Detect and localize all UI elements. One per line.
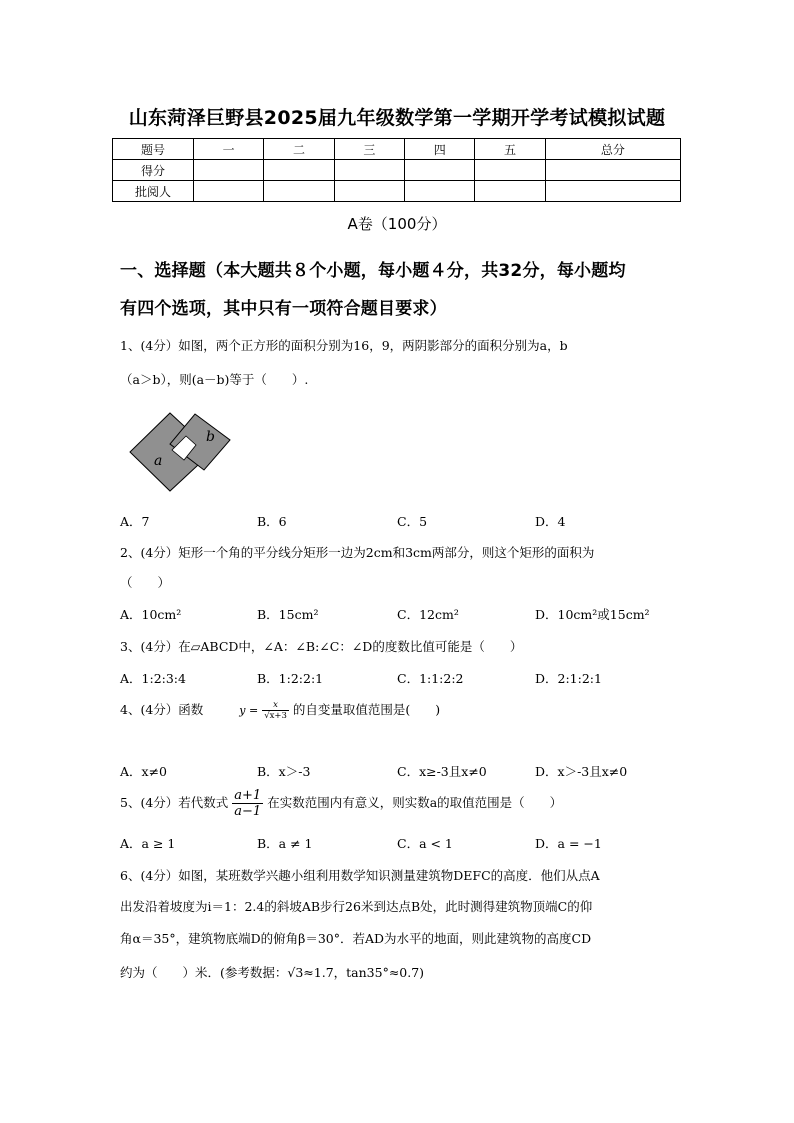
part1-heading-line2: 有四个选项，其中只有一项符合题目要求） — [120, 299, 447, 319]
q1-text-line2: （a＞b），则(a－b)等于（ ）. — [120, 372, 309, 387]
q4-option-c[interactable]: C．x≥-3且x≠0 — [397, 764, 487, 779]
grader-input-cell[interactable] — [405, 181, 475, 202]
q4-fraction-numerator: x — [262, 700, 289, 711]
score-input-cell[interactable] — [264, 160, 334, 181]
q3-option-d[interactable]: D．2:1:2:1 — [535, 671, 602, 686]
q5-option-d[interactable]: D．a = −1 — [535, 836, 602, 851]
grader-input-cell[interactable] — [475, 181, 545, 202]
q1-option-d[interactable]: D．4 — [535, 514, 566, 529]
q5-option-a[interactable]: A．a ≥ 1 — [120, 836, 176, 851]
q4-function-fraction — [262, 700, 289, 721]
grader-input-cell[interactable] — [194, 181, 264, 202]
q4-fraction-denominator: √x+3 — [264, 711, 287, 721]
grader-input-cell[interactable] — [545, 181, 680, 202]
q4-function-y: y = — [239, 704, 259, 717]
q5-text-line1 — [120, 788, 562, 819]
page-title: 山东菏泽巨野县2025届九年级数学第一学期开学考试模拟试题 — [128, 107, 666, 129]
table-cell: 二 — [264, 139, 334, 160]
section-a-title: A卷（100分） — [347, 215, 447, 233]
score-input-cell[interactable] — [475, 160, 545, 181]
q3-option-c[interactable]: C．1:1:2:2 — [397, 671, 464, 686]
q5-fraction-numerator: a+1 — [234, 788, 262, 803]
q5-prefix: 5、(4分）若代数式 — [120, 795, 229, 810]
q6-text-line2: 出发沿着坡度为i＝1：2.4的斜坡AB步行26米到达点B处，此时测得建筑物顶端C的仰 — [120, 899, 593, 914]
part1-heading-line1: 一、选择题（本大题共８个小题，每小题４分，共32分，每小题均 — [120, 261, 626, 281]
score-input-cell[interactable] — [334, 160, 404, 181]
q1-squares-figure — [126, 410, 234, 494]
grader-input-cell[interactable] — [264, 181, 334, 202]
table-cell: 五 — [475, 139, 545, 160]
q4-text-line1 — [120, 700, 440, 721]
q2-text-line1: 2、(4分）矩形一个角的平分线分矩形一边为2cm和3cm两部分，则这个矩形的面积为 — [120, 545, 595, 560]
q1-text-line1: 1、(4分）如图，两个正方形的面积分别为16，9，两阴影部分的面积分别为a，b — [120, 338, 568, 353]
score-input-cell[interactable] — [545, 160, 680, 181]
q4-option-d[interactable]: D．x＞-3且x≠0 — [535, 764, 628, 779]
q3-option-a[interactable]: A．1:2:3:4 — [120, 671, 186, 686]
score-input-cell[interactable] — [194, 160, 264, 181]
q1-option-a[interactable]: A．7 — [120, 514, 150, 529]
q1-option-b[interactable]: B．6 — [257, 514, 287, 529]
score-input-cell[interactable] — [405, 160, 475, 181]
q3-option-b[interactable]: B．1:2:2:1 — [257, 671, 324, 686]
q5-suffix: 在实数范围内有意义，则实数a的取值范围是（ ） — [267, 795, 563, 810]
q6-text-line1: 6、(4分）如图，某班数学兴趣小组利用数学知识测量建筑物DEFC的高度．他们从点A — [120, 868, 600, 883]
q4-option-b[interactable]: B．x＞-3 — [257, 764, 311, 779]
q2-option-b[interactable]: B．15cm² — [257, 607, 319, 622]
q2-option-c[interactable]: C．12cm² — [397, 607, 459, 622]
q6-text-line3: 角α＝35°，建筑物底端D的俯角β＝30°．若AD为水平的地面，则此建筑物的高度CD — [120, 931, 592, 946]
table-cell: 题号 — [113, 139, 194, 160]
q4-prefix: 4、(4分）函数 — [120, 702, 204, 717]
score-table — [112, 138, 681, 202]
q5-expression-fraction — [232, 788, 263, 819]
score-table-grader-row — [113, 181, 681, 202]
score-table-header-row — [113, 139, 681, 160]
score-table-score-row — [113, 160, 681, 181]
q5-option-c[interactable]: C．a < 1 — [397, 836, 453, 851]
q2-option-a[interactable]: A．10cm² — [120, 607, 182, 622]
table-cell: 得分 — [113, 160, 194, 181]
q1-option-c[interactable]: C．5 — [397, 514, 428, 529]
table-cell: 四 — [405, 139, 475, 160]
table-cell: 总分 — [545, 139, 680, 160]
table-cell: 三 — [334, 139, 404, 160]
table-cell: 一 — [194, 139, 264, 160]
q2-option-d[interactable]: D．10cm²或15cm² — [535, 607, 650, 622]
q5-option-b[interactable]: B．a ≠ 1 — [257, 836, 313, 851]
table-cell: 批阅人 — [113, 181, 194, 202]
shaded-region-a-label: a — [154, 453, 163, 469]
shaded-region-b-label: b — [206, 429, 215, 445]
q2-text-line2: （ ） — [120, 575, 171, 590]
q5-fraction-denominator: a−1 — [234, 804, 262, 819]
q3-text-line1: 3、(4分）在▱ABCD中，∠A：∠B:∠C：∠D的度数比值可能是（ ） — [120, 639, 523, 654]
q4-option-a[interactable]: A．x≠0 — [120, 764, 168, 779]
q6-text-line4: 约为（ ）米．(参考数据：√3≈1.7，tan35°≈0.7) — [120, 965, 425, 980]
q4-suffix: 的自变量取值范围是( ) — [292, 702, 441, 717]
grader-input-cell[interactable] — [334, 181, 404, 202]
